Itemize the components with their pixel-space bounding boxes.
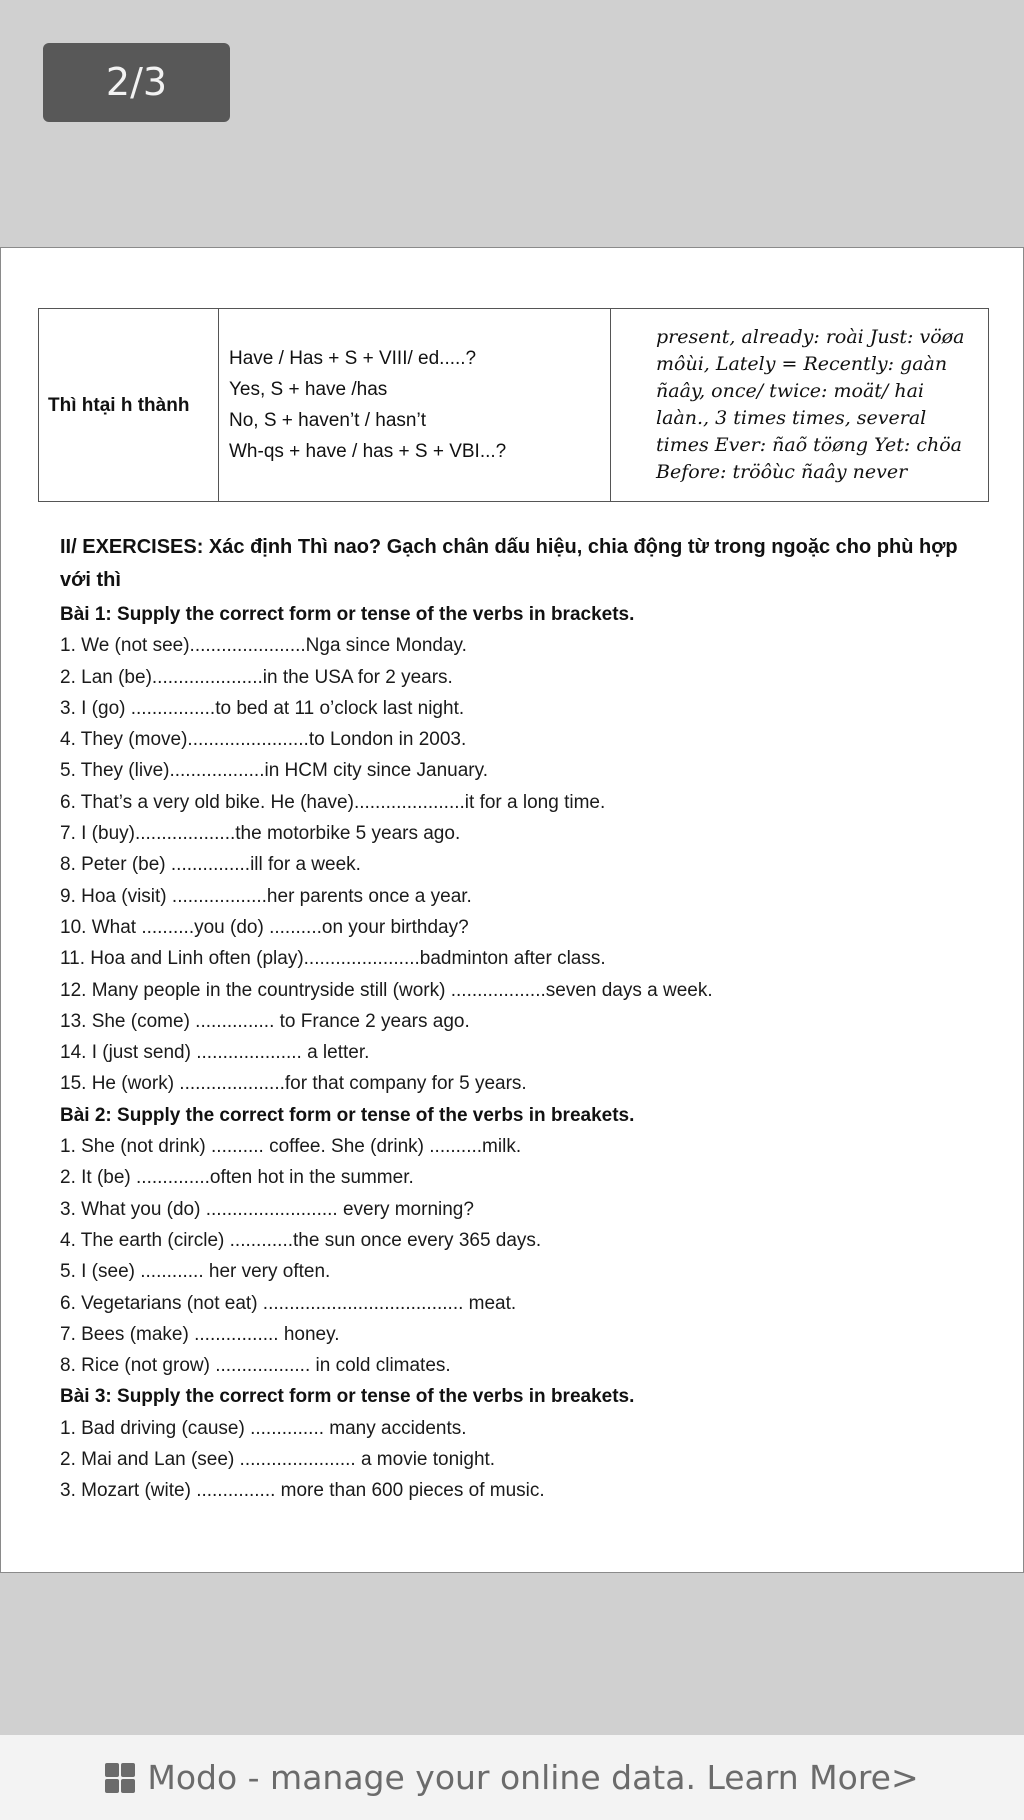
list-item: 12. Many people in the countryside still (work) ..................seven days a week.	[60, 979, 713, 1001]
signal-words-cell: present, already: roài Just: vöøa môùi, Lately = Recently: gaàn ñaây, once/ twice: moät/ hai laàn., 3 times times, several times Ever: ñaõ töøng Yet: chöa Before: tröôùc ñaây never	[611, 309, 989, 502]
list-item: 3. What you (do) ......................... every morning?	[60, 1198, 474, 1220]
exercises-heading: II/ EXERCISES: Xác định Thì nao? Gạch chân dấu hiệu, chia động từ trong ngoặc cho phù hợp với thì	[60, 536, 958, 591]
banner-text[interactable]: Modo - manage your online data. Learn More>	[147, 1758, 919, 1797]
tense-name-cell: Thì htại h thành	[39, 309, 219, 502]
page-counter: 2/3	[43, 43, 230, 122]
exercise-2-title: Bài 2: Supply the correct form or tense of the verbs in breakets.	[60, 1104, 635, 1126]
formula-line: Yes, S + have /has	[229, 379, 388, 400]
list-item: 7. Bees (make) ................ honey.	[60, 1323, 340, 1345]
list-item: 3. Mozart (wite) ............... more than 600 pieces of music.	[60, 1480, 545, 1502]
formula-cell	[219, 309, 611, 502]
list-item: 2. Lan (be).....................in the USA for 2 years.	[60, 666, 453, 688]
list-item: 9. Hoa (visit) ..................her parents once a year.	[60, 885, 472, 907]
list-item: 15. He (work) ....................for that company for 5 years.	[60, 1073, 527, 1095]
ad-banner-link[interactable]	[0, 1735, 1024, 1820]
list-item: 7. I (buy)...................the motorbike 5 years ago.	[60, 823, 461, 845]
list-item: 6. That’s a very old bike. He (have).....................it for a long time.	[60, 791, 606, 813]
list-item: 2. Mai and Lan (see) ...................... a movie tonight.	[60, 1449, 496, 1471]
table-row	[39, 309, 989, 502]
list-item: 8. Peter (be) ...............ill for a week.	[60, 854, 361, 876]
exercise-3-title: Bài 3: Supply the correct form or tense of the verbs in breakets.	[60, 1386, 635, 1408]
formula-line: No, S + haven’t / hasn’t	[229, 410, 426, 431]
list-item: 5. They (live)..................in HCM city since January.	[60, 760, 488, 782]
list-item: 8. Rice (not grow) .................. in cold climates.	[60, 1355, 451, 1377]
list-item: 11. Hoa and Linh often (play)......................badminton after class.	[60, 948, 606, 970]
grammar-table	[38, 308, 989, 502]
list-item: 1. We (not see)......................Nga since Monday.	[60, 635, 467, 657]
formula-line: Have / Has + S + VIII/ ed.....?	[229, 348, 477, 369]
formula-line: Wh-qs + have / has + S + VBI...?	[229, 441, 507, 462]
list-item: 2. It (be) ..............often hot in the summer.	[60, 1167, 414, 1189]
exercise-1-title: Bài 1: Supply the correct form or tense of the verbs in brackets.	[60, 604, 635, 625]
list-item: 4. The earth (circle) ............the sun once every 365 days.	[60, 1229, 542, 1251]
exercises-section	[60, 531, 960, 1507]
list-item: 4. They (move).......................to London in 2003.	[60, 729, 467, 751]
list-item: 5. I (see) ............ her very often.	[60, 1261, 331, 1283]
modo-logo-icon	[105, 1763, 135, 1793]
list-item: 14. I (just send) .................... a letter.	[60, 1042, 370, 1064]
list-item: 13. She (come) ............... to France 2 years ago.	[60, 1010, 470, 1032]
list-item: 1. Bad driving (cause) .............. many accidents.	[60, 1417, 467, 1439]
list-item: 10. What ..........you (do) ..........on your birthday?	[60, 916, 469, 938]
list-item: 1. She (not drink) .......... coffee. She (drink) ..........milk.	[60, 1136, 522, 1158]
list-item: 6. Vegetarians (not eat) ...................................... meat.	[60, 1292, 517, 1314]
document-page	[0, 247, 1024, 1573]
list-item: 3. I (go) ................to bed at 11 o’clock last night.	[60, 697, 465, 719]
